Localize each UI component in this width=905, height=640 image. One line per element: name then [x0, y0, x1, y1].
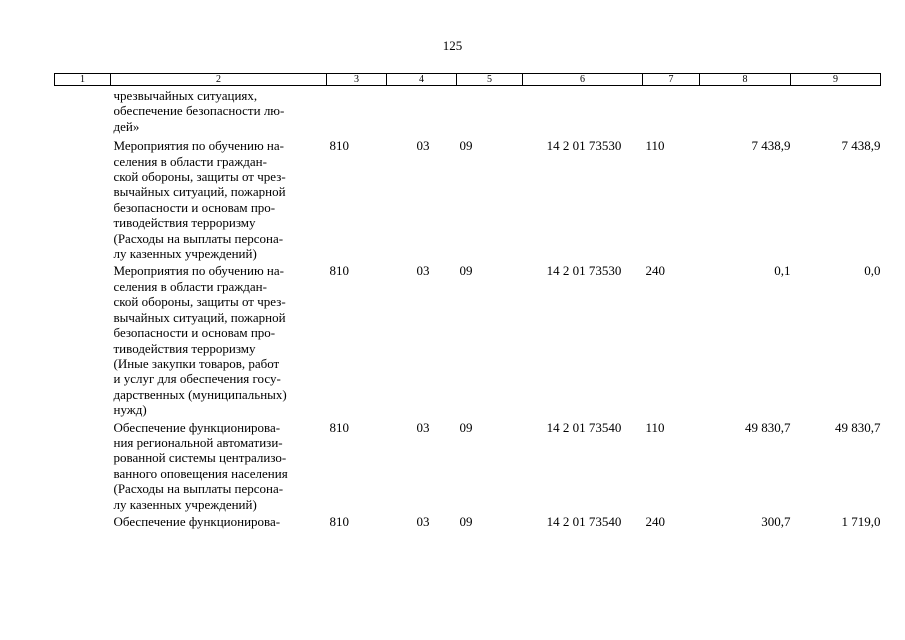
description-line: ванного оповещения населения: [113, 465, 288, 481]
row-index-cell: [55, 420, 111, 514]
column-header: 5: [457, 74, 523, 86]
description-line: обеспечение безопасности лю-: [113, 103, 285, 119]
description-line: вычайных ситуаций, пожарной: [113, 309, 286, 325]
expense-type-cell: 110: [645, 138, 665, 154]
target-article-cell: 14 2 01 73530: [546, 263, 622, 279]
description-line: Обеспечение функционирова-: [113, 513, 281, 529]
column-header: 3: [327, 74, 387, 86]
amount-col9-cell: 1 719,0: [841, 513, 881, 529]
subsection-code-cell: 09: [459, 419, 473, 435]
continuation-description: [111, 86, 327, 139]
continuation-row: [55, 86, 881, 139]
ministry-code-cell: 810: [329, 419, 349, 435]
description-line: лу казенных учреждений): [113, 246, 257, 262]
table-row: [55, 514, 881, 531]
description-line: (Иные закупки товаров, работ: [113, 355, 280, 371]
column-header: 2: [111, 74, 327, 86]
amount-col8-cell: 300,7: [761, 513, 791, 529]
description-line: Мероприятия по обучению на-: [113, 263, 284, 279]
section-code-cell: 03: [416, 419, 430, 435]
description-line: тиводействия терроризму: [113, 215, 256, 231]
amount-col8-cell: 0,1: [774, 263, 791, 279]
description-line: Мероприятия по обучению на-: [113, 138, 284, 154]
column-header: 7: [643, 74, 700, 86]
ministry-code-cell: 810: [329, 138, 349, 154]
description-line: рованной системы централизо-: [113, 450, 287, 466]
expense-type-cell: 110: [645, 419, 665, 435]
description-line: вычайных ситуаций, пожарной: [113, 184, 286, 200]
amount-col9-cell: 7 438,9: [841, 138, 881, 154]
description-line: тиводействия терроризму: [113, 340, 256, 356]
description-line: безопасности и основам про-: [113, 325, 276, 341]
description-line: селения в области граждан-: [113, 278, 267, 294]
column-header: 9: [791, 74, 881, 86]
subsection-code-cell: 09: [459, 263, 473, 279]
row-index-cell: [55, 263, 111, 419]
target-article-cell: 14 2 01 73530: [546, 138, 622, 154]
target-article-cell: 14 2 01 73540: [546, 513, 622, 529]
budget-table: [54, 73, 881, 531]
description-line: Обеспечение функционирова-: [113, 419, 281, 435]
description-line: (Расходы на выплаты персона-: [113, 230, 284, 246]
description-line: ской обороны, защиты от чрез-: [113, 169, 286, 185]
description-line: чрезвычайных ситуациях,: [113, 88, 258, 103]
description-line: лу казенных учреждений): [113, 496, 257, 512]
expense-type-cell: 240: [645, 263, 665, 279]
column-header: 1: [55, 74, 111, 86]
amount-col8-cell: 7 438,9: [751, 138, 791, 154]
column-header: 8: [700, 74, 791, 86]
description-cell: [111, 514, 327, 531]
column-header: 4: [387, 74, 457, 86]
table-row: [55, 138, 881, 263]
description-line: дарственных (муниципальных): [113, 386, 287, 402]
description-line: безопасности и основам про-: [113, 199, 276, 215]
section-code-cell: 03: [416, 263, 430, 279]
target-article-cell: 14 2 01 73540: [546, 419, 622, 435]
subsection-code-cell: 09: [459, 138, 473, 154]
description-cell: [111, 420, 327, 514]
row-index-cell: [55, 514, 111, 531]
subsection-code-cell: 09: [459, 513, 473, 529]
description-cell: [111, 263, 327, 419]
ministry-code-cell: 810: [329, 513, 349, 529]
description-line: и услуг для обеспечения госу-: [113, 371, 281, 387]
table-row: [55, 263, 881, 419]
table-row: [55, 420, 881, 514]
column-number-row: [55, 74, 881, 86]
section-code-cell: 03: [416, 513, 430, 529]
expense-type-cell: 240: [645, 513, 665, 529]
description-line: нужд): [113, 402, 147, 418]
column-header: 6: [523, 74, 643, 86]
section-code-cell: 03: [416, 138, 430, 154]
row-index-cell: [55, 138, 111, 263]
description-line: дей»: [113, 118, 140, 134]
ministry-code-cell: 810: [329, 263, 349, 279]
amount-col8-cell: 49 830,7: [745, 419, 791, 435]
description-cell: [111, 138, 327, 263]
amount-col9-cell: 49 830,7: [835, 419, 881, 435]
description-line: ской обороны, защиты от чрез-: [113, 294, 286, 310]
description-line: (Расходы на выплаты персона-: [113, 481, 284, 497]
description-line: ния региональной автоматизи-: [113, 434, 283, 450]
page-number: 125: [442, 38, 463, 53]
description-line: селения в области граждан-: [113, 153, 267, 169]
amount-col9-cell: 0,0: [864, 263, 881, 279]
